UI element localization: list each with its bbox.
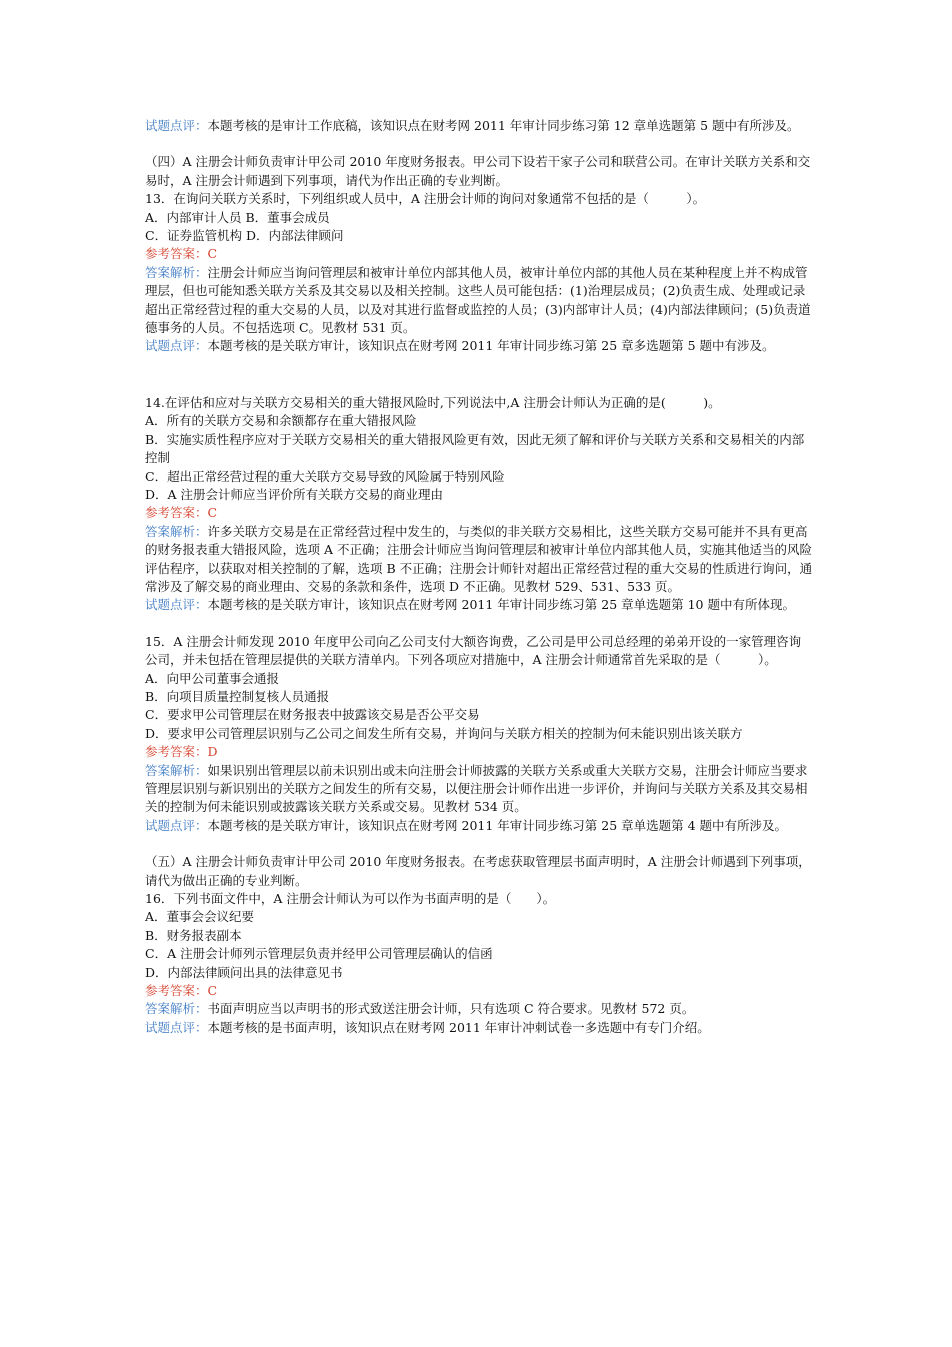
analysis-text: 书面声明应当以声明书的形式致送注册会计师，只有选项 C 符合要求。见教材 572 页。 <box>207 1001 695 1017</box>
answer-line <box>145 982 813 1000</box>
question-option: D．内部法律顾问出具的法律意见书 <box>145 964 343 980</box>
answer-value: C <box>207 246 218 262</box>
answer-value: C <box>207 505 218 521</box>
analysis-text: 许多关联方交易是在正常经营过程中发生的，与类似的非关联方交易相比，这些关联方交易可能并不具有更高的财务报表重大错报风险，选项 A 不正确；注册会计师应当询问管理层和被审计单位内部其他人员，实施其他适当的风险评估程序，以获取对相关控制的了解，选项 B 不正确；注册会计师针对超出正常经营过程的重大交易的性质进行询问，通常涉及了解交易的商业理由、交易的条款和条件，选项 D 不正确。见教材 529、531、533 页。 <box>145 523 813 594</box>
question-option: B．实施实质性程序应对于关联方交易相关的重大错报风险更有效，因此无须了解和评价与关联方关系和交易相关的内部控制 <box>145 431 805 466</box>
analysis-text: 如果识别出管理层以前未识别出或未向注册会计师披露的关联方关系或重大关联方交易，注册会计师应当要求管理层识别与新识别出的关联方之间发生的所有交易，以便注册会计师作出进一步评价，并询问与关联方关系及其交易相关的控制为何未能识别或披露该关联方关系或交易。见教材 534 页。 <box>145 762 808 815</box>
comment-label: 试题点评： <box>145 817 208 833</box>
question-option: D．要求甲公司管理层识别与乙公司之间发生所有交易，并询问与关联方相关的控制为何未能识别出该关联方 <box>145 725 743 741</box>
comment-paragraph <box>145 117 813 135</box>
analysis-text: 注册会计师应当询问管理层和被审计单位内部其他人员，被审计单位内部的其他人员在某种程度上并不构成管理层，但也可能知悉关联方关系及其交易以及相关控制。这些人员可能包括：(1)治理层成员；(2)负责生成、处理或记录超出正常经营过程的重大交易的人员，以及对其进行监督或监控的人员；(3)内部审计人员；(4)内部法律顾问；(5)负责道德事务的人员。不包括选项 C。见教材 531 页。 <box>145 264 811 336</box>
analysis-label: 答案解析： <box>145 762 208 778</box>
question-option: D．A 注册会计师应当评价所有关联方交易的商业理由 <box>145 486 444 502</box>
analysis-label: 答案解析： <box>145 523 208 539</box>
analysis-paragraph <box>145 264 813 338</box>
question-stem: 13．在询问关联方关系时，下列组织或人员中，A 注册会计师的询问对象通常不包括的是（ ）。 <box>145 191 706 207</box>
analysis-label: 答案解析： <box>145 1001 208 1017</box>
analysis-paragraph <box>145 762 813 817</box>
comment-text: 本题考核的是审计工作底稿，该知识点在财考网 2011 年审计同步练习第 12 章单选题第 5 题中有所涉及。 <box>207 118 800 133</box>
answer-line <box>145 743 813 761</box>
comment-label: 试题点评： <box>145 118 208 133</box>
question-option: A．内部审计人员 B．董事会成员 <box>145 209 330 225</box>
section-intro: （五）A 注册会计师负责审计甲公司 2010 年度财务报表。在考虑获取管理层书面声明时，A 注册会计师遇到下列事项，请代为做出正确的专业判断。 <box>145 854 811 888</box>
question-option: A．所有的关联方交易和余额都存在重大错报风险 <box>145 413 417 429</box>
answer-label: 参考答案： <box>145 983 208 999</box>
answer-line <box>145 504 813 522</box>
comment-text: 本题考核的是关联方审计，该知识点在财考网 2011 年审计同步练习第 25 章单选题第 10 题中有所体现。 <box>207 597 795 613</box>
question-option: C．证券监管机构 D．内部法律顾问 <box>145 228 344 244</box>
answer-label: 参考答案： <box>145 505 208 521</box>
comment-label: 试题点评： <box>145 1019 208 1035</box>
answer-label: 参考答案： <box>145 744 208 760</box>
question-stem: 15．A 注册会计师发现 2010 年度甲公司向乙公司支付大额咨询费，乙公司是甲公司总经理的弟弟开设的一家管理咨询公司，并未包括在管理层提供的关联方清单内。下列各项应对措施中，A 注册会计师通常首先采取的是（ ）。 <box>145 633 802 668</box>
question-option: A．向甲公司董事会通报 <box>145 670 280 686</box>
question-stem: 16．下列书面文件中，A 注册会计师认为可以作为书面声明的是（ ）。 <box>145 891 556 907</box>
question-stem: 14.在评估和应对与关联方交易相关的重大错报风险时,下列说法中,A 注册会计师认为正确的是( )。 <box>145 394 721 410</box>
question-option: B．向项目质量控制复核人员通报 <box>145 688 330 704</box>
analysis-paragraph <box>145 1000 813 1018</box>
comment-text: 本题考核的是关联方审计，该知识点在财考网 2011 年审计同步练习第 25 章多选题第 5 题中有涉及。 <box>207 338 775 354</box>
section-intro: （四）A 注册会计师负责审计甲公司 2010 年度财务报表。甲公司下设若干家子公司和联营公司。在审计关联方关系和交易时，A 注册会计师遇到下列事项，请代为作出正确的专业判断。 <box>145 154 811 188</box>
comment-text: 本题考核的是关联方审计，该知识点在财考网 2011 年审计同步练习第 25 章单选题第 4 题中有所涉及。 <box>207 817 788 833</box>
analysis-paragraph <box>145 523 813 597</box>
question-option: B．财务报表副本 <box>145 927 242 943</box>
answer-line <box>145 245 813 263</box>
comment-label: 试题点评： <box>145 597 208 613</box>
question-option: C．要求甲公司管理层在财务报表中披露该交易是否公平交易 <box>145 707 480 723</box>
analysis-label: 答案解析： <box>145 264 208 280</box>
comment-paragraph <box>145 596 813 614</box>
question-option: A．董事会会议纪要 <box>145 909 255 925</box>
comment-paragraph <box>145 337 813 355</box>
answer-value: C <box>207 983 218 999</box>
comment-label: 试题点评： <box>145 338 208 354</box>
question-option: C．A 注册会计师列示管理层负责并经甲公司管理层确认的信函 <box>145 946 493 962</box>
comment-text: 本题考核的是书面声明，该知识点在财考网 2011 年审计冲刺试卷一多选题中有专门介绍。 <box>207 1019 710 1035</box>
answer-value: D <box>207 744 218 760</box>
comment-paragraph <box>145 1019 813 1037</box>
document-page <box>145 117 813 1037</box>
question-option: C．超出正常经营过程的重大关联方交易导致的风险属于特别风险 <box>145 468 505 484</box>
answer-label: 参考答案： <box>145 246 208 262</box>
comment-paragraph <box>145 817 813 835</box>
